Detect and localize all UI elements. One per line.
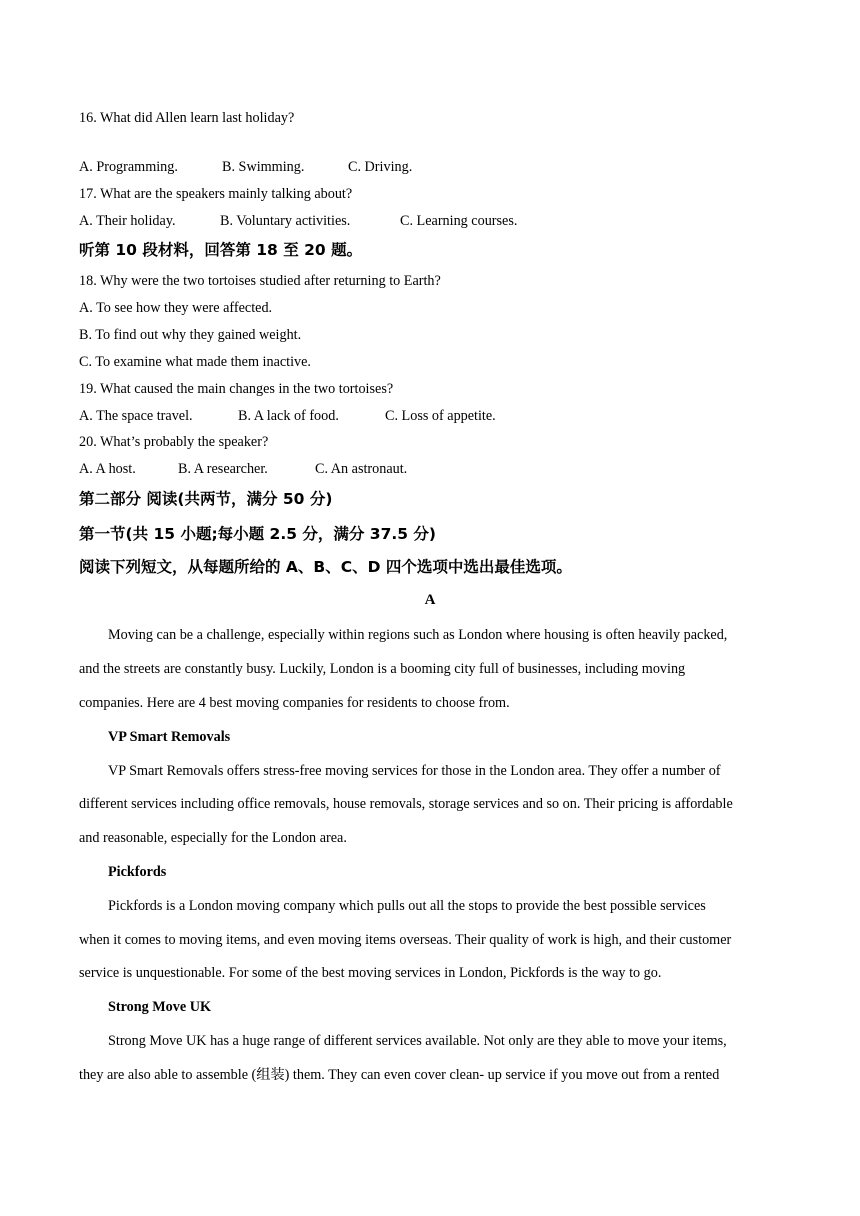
question-20: 20. What’s probably the speaker? [79,434,269,450]
intro-line-3: companies. Here are 4 best moving companies for residents to choose from. [79,695,510,711]
question-17-options [79,212,517,230]
option-a: A. Their holiday. [79,213,176,229]
section-10-heading: 听第 10 段材料，回答第 18 至 20 题。 [79,241,363,259]
option-a: A. A host. [79,461,136,477]
part-2-heading: 第二部分 阅读(共两节，满分 50 分) [79,490,333,508]
company-3-line-1: Strong Move UK has a huge range of different services available. Not only are they able to move your items, [108,1033,727,1049]
company-1-heading: VP Smart Removals [108,729,231,745]
question-18: 18. Why were the two tortoises studied after returning to Earth? [79,273,441,289]
option-c: C. Loss of appetite. [385,408,496,424]
question-19-options [79,407,496,425]
question-16-options [79,158,412,176]
option-b: B. Swimming. [222,159,305,175]
company-2-line-2: when it comes to moving items, and even moving items overseas. Their quality of work is high, and their customer [79,932,732,948]
option-b: B. A researcher. [178,461,268,477]
intro-line-2: and the streets are constantly busy. Luckily, London is a booming city full of businesses, including moving [79,661,686,677]
question-16: 16. What did Allen learn last holiday? [79,110,295,126]
company-1-line-3: and reasonable, especially for the London area. [79,830,347,846]
company-2-heading: Pickfords [108,864,167,880]
option-a: A. Programming. [79,159,178,175]
company-2-line-1: Pickfords is a London moving company which pulls out all the stops to provide the best possible services [108,898,706,914]
option-c: C. An astronaut. [315,461,408,477]
question-18-option-a: A. To see how they were affected. [79,300,273,316]
option-b: B. Voluntary activities. [220,213,351,229]
option-c: C. Learning courses. [400,213,518,229]
question-20-options [79,460,407,478]
option-b: B. A lack of food. [238,408,339,424]
question-17: 17. What are the speakers mainly talking about? [79,186,353,202]
passage-title: A [424,592,436,608]
company-3-heading: Strong Move UK [108,999,211,1015]
question-18-option-c: C. To examine what made them inactive. [79,354,311,370]
option-a: A. The space travel. [79,408,193,424]
intro-line-1: Moving can be a challenge, especially within regions such as London where housing is often heavily packed, [108,627,728,643]
reading-instruction: 阅读下列短文，从每题所给的 A、B、C、D 四个选项中选出最佳选项。 [79,558,572,576]
option-c: C. Driving. [348,159,413,175]
company-3-line-2: they are also able to assemble (组装) them. They can even cover clean- up service if you move out from a rented [79,1067,720,1083]
question-18-option-b: B. To find out why they gained weight. [79,327,302,343]
company-1-line-1: VP Smart Removals offers stress-free moving services for those in the London area. They offer a number of [108,763,721,779]
company-2-line-3: service is unquestionable. For some of the best moving services in London, Pickfords is the way to go. [79,965,662,981]
section-1-heading: 第一节(共 15 小题;每小题 2.5 分，满分 37.5 分) [79,525,437,543]
company-1-line-2: different services including office removals, house removals, storage services and so on. Their pricing is affordable [79,796,733,812]
question-19: 19. What caused the main changes in the two tortoises? [79,381,394,397]
